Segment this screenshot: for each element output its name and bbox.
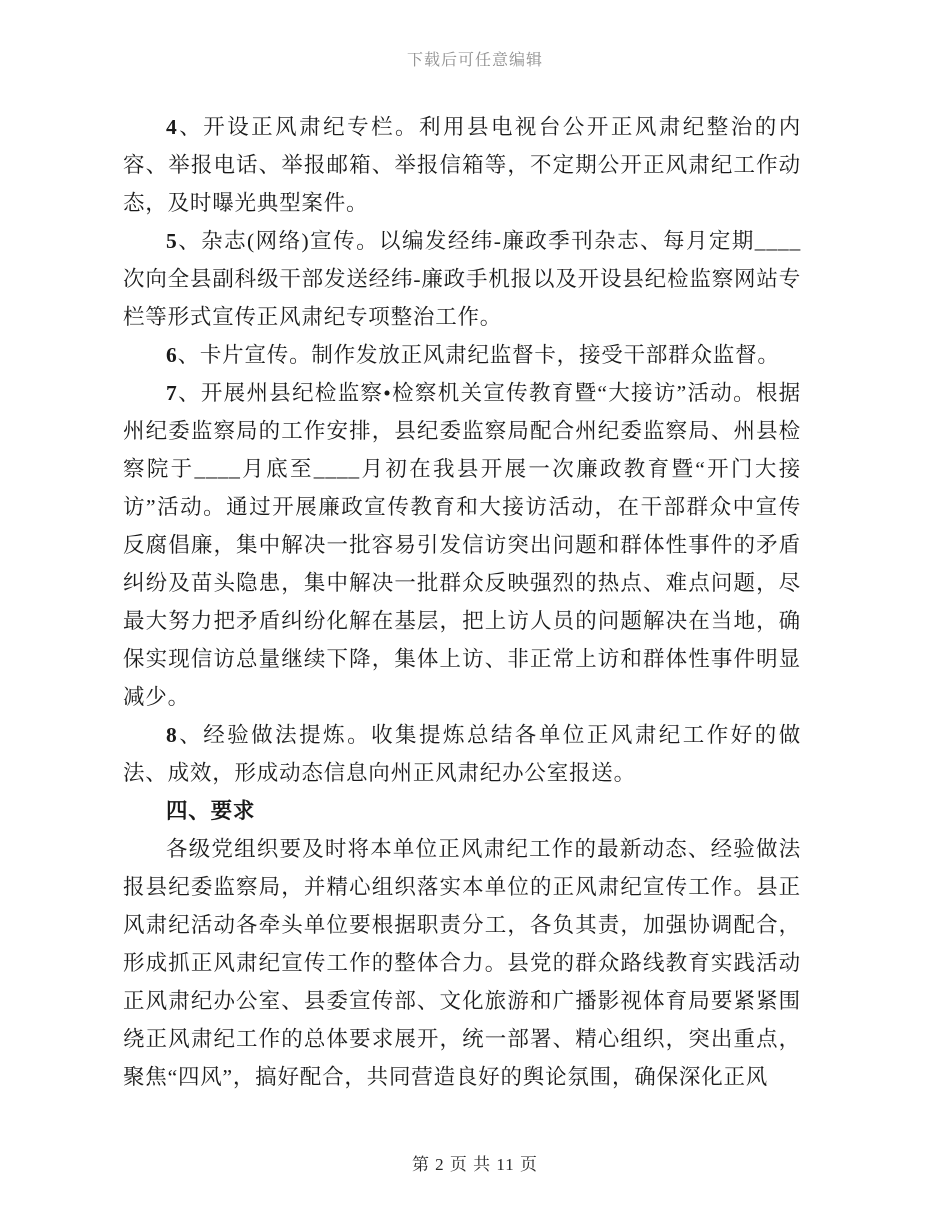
paragraph-number: 7	[166, 381, 178, 405]
paragraph-text: 、卡片宣传。制作发放正风肃纪监督卡，接受干部群众监督。	[177, 343, 780, 367]
paragraph-item-5	[123, 222, 801, 336]
section-heading: 四、要求	[166, 799, 256, 823]
paragraph-item-4	[123, 108, 801, 222]
page-number-footer: 第 2 页 共 11 页	[411, 1155, 539, 1174]
paragraph-number: 8	[166, 723, 178, 747]
paragraph-item-7	[123, 374, 801, 716]
paragraph-number: 6	[166, 343, 178, 367]
paragraph-text: 、杂志(网络)宣传。以编发经纬-廉政季刊杂志、每月定期____次向全县副科级干部发送经纬-廉政手机报以及开设县纪检监察网站专栏等形式宣传正风肃纪专项整治工作。	[123, 229, 801, 329]
paragraph-item-6	[123, 336, 801, 374]
paragraph-number: 4	[166, 115, 178, 139]
paragraph-text: 、开设正风肃纪专栏。利用县电视台公开正风肃纪整治的内容、举报电话、举报邮箱、举报信箱等，不定期公开正风肃纪工作动态，及时曝光典型案件。	[123, 115, 801, 215]
paragraph-item-8	[123, 716, 801, 792]
editable-note: 下载后可任意编辑	[406, 52, 543, 69]
closing-paragraph: 各级党组织要及时将本单位正风肃纪工作的最新动态、经验做法报县纪委监察局，并精心组织落实本单位的正风肃纪宣传工作。县正风肃纪活动各牵头单位要根据职责分工，各负其责，加强协调配合，形成抓正风肃纪宣传工作的整体合力。县党的群众路线教育实践活动正风肃纪办公室、县委宣传部、文化旅游和广播影视体育局要紧紧围绕正风肃纪工作的总体要求展开，统一部署、精心组织，突出重点，聚焦“四风”，搞好配合，共同营造良好的舆论氛围，确保深化正风	[123, 837, 801, 1089]
document-body	[123, 108, 801, 1096]
paragraph-text: 、经验做法提炼。收集提炼总结各单位正风肃纪工作好的做法、成效，形成动态信息向州正风肃纪办公室报送。	[123, 723, 801, 785]
paragraph-text: 、开展州县纪检监察•检察机关宣传教育暨“大接访”活动。根据州纪委监察局的工作安排，县纪委监察局配合州纪委监察局、州县检察院于____月底至____月初在我县开展一次廉政教育暨“开门大接访”活动。通过开展廉政宣传教育和大接访活动，在干部群众中宣传反腐倡廉，集中解决一批容易引发信访突出问题和群体性事件的矛盾纠纷及苗头隐患，集中解决一批群众反映强烈的热点、难点问题，尽最大努力把矛盾纠纷化解在基层，把上访人员的问题解决在当地，确保实现信访总量继续下降，集体上访、非正常上访和群体性事件明显减少。	[123, 381, 801, 709]
paragraph-number: 5	[166, 229, 178, 253]
